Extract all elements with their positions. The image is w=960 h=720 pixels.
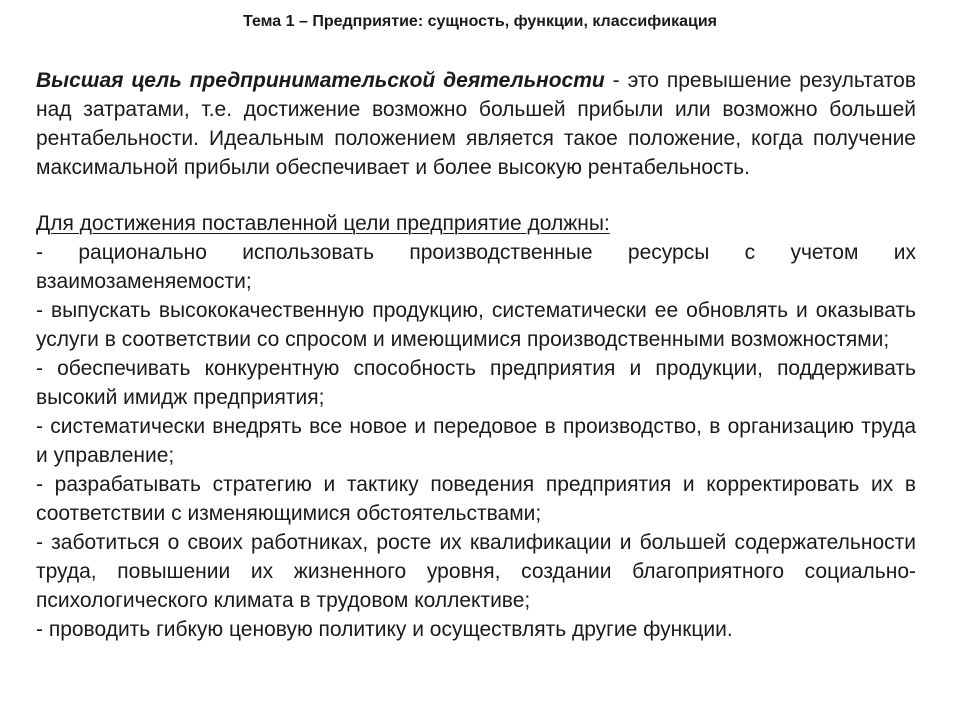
- slide-title: Тема 1 – Предприятие: сущность, функции, классификация: [243, 13, 717, 30]
- list-heading: Для достижения поставленной цели предприятие должны:: [36, 212, 610, 235]
- list-item: - рационально использовать производственные ресурсы с учетом их взаимозаменяемости;: [36, 241, 916, 293]
- list-item: - проводить гибкую ценовую политику и осуществлять другие функции.: [36, 618, 733, 641]
- list-item: - систематически внедрять все новое и передовое в производство, в организацию труда и управление;: [36, 415, 916, 467]
- intro-text: - это превышение результатов над затратами, т.е. достижение возможно большей прибыли или возможно большей рентабельности. Идеальным положением является такое положение, когда получение максимальной прибыли обеспечивает и более высокую рентабельность.: [36, 69, 917, 179]
- intro-paragraph: [36, 66, 916, 182]
- list-item: - заботиться о своих работниках, росте их квалификации и большей содержательности труда, повышении их жизненного уровня, создании благоприятного социально-психологического климата в трудовом коллективе;: [36, 531, 916, 612]
- paragraph-spacer: [36, 182, 916, 209]
- intro-term: Высшая цель предпринимательской деятельности: [36, 69, 605, 92]
- list-item: - обеспечивать конкурентную способность предприятия и продукции, поддерживать высокий имидж предприятия;: [36, 357, 916, 409]
- goals-list: [36, 238, 916, 644]
- list-item: - разрабатывать стратегию и тактику поведения предприятия и корректировать их в соответствии с изменяющимися обстоятельствами;: [36, 473, 916, 525]
- list-item: - выпускать высококачественную продукцию, систематически ее обновлять и оказывать услуги в соответствии со спросом и имеющимися производственными возможностями;: [36, 299, 916, 351]
- slide-content: [36, 66, 916, 644]
